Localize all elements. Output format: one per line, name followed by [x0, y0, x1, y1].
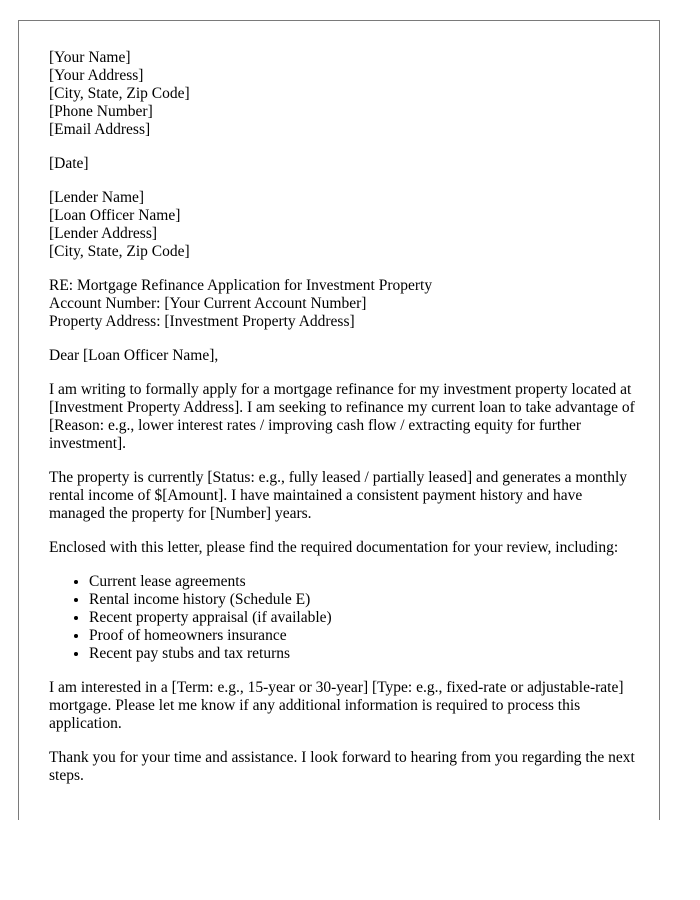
list-item: • Current lease agreements [89, 573, 639, 591]
letter-page [18, 20, 660, 820]
term-paragraph: I am interested in a [Term: e.g., 15-year or 30-year] [Type: e.g., fixed-rate or adjustable-rate] mortgage. Please let me know if any additional information is required to process this application. [49, 679, 624, 732]
loan-officer-name: [Loan Officer Name] [49, 207, 181, 224]
sender-name: [Your Name] [49, 49, 131, 66]
sender-city-state-zip: [City, State, Zip Code] [49, 85, 190, 102]
recipient-block [49, 189, 639, 261]
list-item: • Recent property appraisal (if available) [89, 609, 639, 627]
list-item: • Rental income history (Schedule E) [89, 591, 639, 609]
list-item: • Proof of homeowners insurance [89, 627, 639, 645]
lender-name: [Lender Name] [49, 189, 145, 206]
intro-paragraph: I am writing to formally apply for a mortgage refinance for my investment property located at [Investment Property Address]. I am seeking to refinance my current loan to take advantage of [Reason: e.g., lower interest rates / improving cash flow / extracting equity for further investment]. [49, 381, 635, 452]
list-item: • Recent pay stubs and tax returns [89, 645, 639, 663]
letter-date: [Date] [49, 155, 89, 172]
thanks-paragraph: Thank you for your time and assistance. I look forward to hearing from you regarding the next steps. [49, 749, 635, 784]
date-block [49, 155, 639, 173]
sender-address: [Your Address] [49, 67, 144, 84]
sender-block [49, 49, 639, 139]
property-address-line: Property Address: [Investment Property Address] [49, 313, 355, 330]
letter-content [49, 49, 639, 801]
sender-phone: [Phone Number] [49, 103, 153, 120]
sender-email: [Email Address] [49, 121, 151, 138]
enclosed-paragraph: Enclosed with this letter, please find the required documentation for your review, including: [49, 539, 619, 556]
lender-address: [Lender Address] [49, 225, 158, 242]
lender-city-state-zip: [City, State, Zip Code] [49, 243, 190, 260]
account-number-line: Account Number: [Your Current Account Number] [49, 295, 367, 312]
reference-block [49, 277, 639, 331]
subject-line: RE: Mortgage Refinance Application for Investment Property [49, 277, 433, 294]
documents-list [49, 573, 639, 663]
status-paragraph: The property is currently [Status: e.g., fully leased / partially leased] and generates a monthly rental income of $[Amount]. I have maintained a consistent payment history and have managed the property for [Number] years. [49, 469, 628, 522]
salutation: Dear [Loan Officer Name], [49, 347, 219, 364]
